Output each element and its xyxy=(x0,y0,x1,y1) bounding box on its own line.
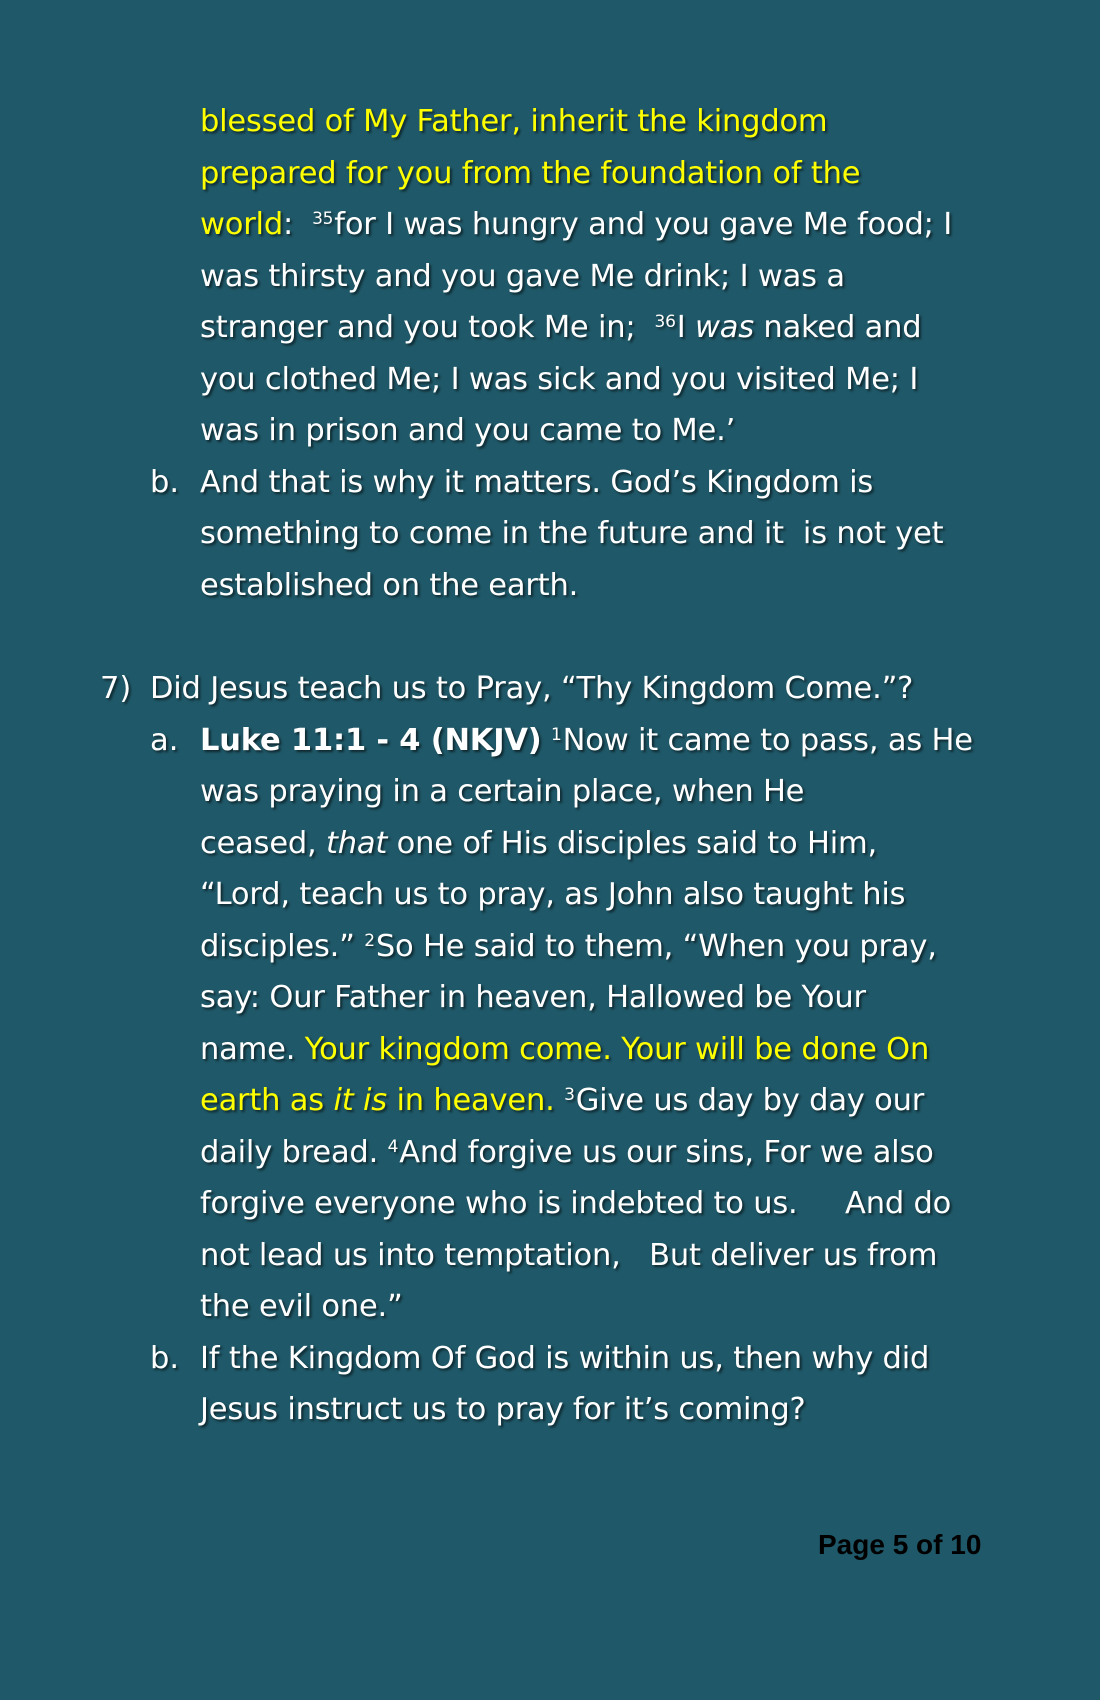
quote-line-5-a: stranger and you took Me in; xyxy=(200,310,655,345)
item-a-line-1-rest: Now it came to pass, as He xyxy=(562,723,973,758)
item-a-line-11: not lead us into temptation, But deliver us from xyxy=(200,1238,938,1273)
quote-colon: : xyxy=(282,207,313,242)
quote-line-4: was thirsty and you gave Me drink; I was a xyxy=(200,259,845,294)
item-b2-line-1: If the Kingdom Of God is within us, then why did xyxy=(200,1341,930,1376)
quote-line-5-b: I xyxy=(676,310,695,345)
item-a-line-3 xyxy=(200,826,877,862)
verse-number-3: 3 xyxy=(564,1085,575,1105)
quote-line-3-rest: for I was hungry and you gave Me food; I xyxy=(334,207,953,242)
italic-that: that xyxy=(326,826,388,861)
verse-number-35: 35 xyxy=(312,209,334,229)
question-7-heading: Did Jesus teach us to Pray, “Thy Kingdom Come.”? xyxy=(150,671,914,706)
item-a-line-5-b: So He said to them, “When you pray, xyxy=(375,929,937,964)
quote-highlight-world: world xyxy=(200,207,283,242)
scripture-reference: Luke 11:1 - 4 (NKJV) xyxy=(200,723,542,758)
item-a-line-5 xyxy=(200,929,937,965)
verse-number-2: 2 xyxy=(364,931,375,951)
verse-number-4: 4 xyxy=(387,1137,399,1157)
quote-line-3 xyxy=(200,207,952,243)
item-a-line-5-a: disciples.” xyxy=(200,929,365,964)
verse-number-36: 36 xyxy=(654,312,676,332)
item-b2-line-2: Jesus instruct us to pray for it’s coming? xyxy=(200,1392,806,1427)
quote-line-7: was in prison and you came to Me.’ xyxy=(200,413,736,448)
item-b1-line-2: something to come in the future and it is not yet xyxy=(200,516,944,551)
item-a-line-6: say: Our Father in heaven, Hallowed be Your xyxy=(200,980,866,1015)
highlight-italic-it-is: it is xyxy=(333,1083,387,1118)
highlight-kingdom-come: Your kingdom come. Your will be done On xyxy=(304,1032,930,1067)
list-marker-a: a. xyxy=(150,723,179,758)
item-a-line-9-a: daily bread. xyxy=(200,1135,388,1170)
item-a-line-3-b: one of His disciples said to Him, xyxy=(387,826,877,861)
item-b1-line-1: And that is why it matters. God’s Kingdom is xyxy=(200,465,874,500)
quote-line-5-c: naked and xyxy=(753,310,922,345)
space xyxy=(555,1083,565,1118)
item-a-line-9-b: And forgive us our sins, For we also xyxy=(399,1135,934,1170)
quote-line-2: prepared for you from the foundation of the xyxy=(200,156,861,191)
list-marker-b: b. xyxy=(150,465,180,500)
quote-italic-was: was xyxy=(695,310,754,345)
item-a-line-12: the evil one.” xyxy=(200,1289,403,1324)
item-a-line-8 xyxy=(200,1083,924,1119)
item-a-line-9 xyxy=(200,1135,934,1171)
item-a-line-4: “Lord, teach us to pray, as John also taught his xyxy=(200,877,906,912)
highlight-earth-as: earth as xyxy=(200,1083,334,1118)
quote-line-5 xyxy=(200,310,921,346)
item-a-line-8-rest: Give us day by day our xyxy=(575,1083,925,1118)
item-a-line-3-a: ceased, xyxy=(200,826,327,861)
item-a-line-2: was praying in a certain place, when He xyxy=(200,774,805,809)
item-a-line-10: forgive everyone who is indebted to us. And do xyxy=(200,1186,952,1221)
page-number: Page 5 of 10 xyxy=(818,1529,982,1560)
item-a-line-7 xyxy=(200,1032,929,1068)
item-b1-line-3: established on the earth. xyxy=(200,568,579,603)
item-a-line-7-a: name. xyxy=(200,1032,305,1067)
list-marker-7: 7) xyxy=(100,671,132,706)
list-marker-b-2: b. xyxy=(150,1341,180,1376)
quote-line-1: blessed of My Father, inherit the kingdom xyxy=(200,104,828,139)
quote-line-6: you clothed Me; I was sick and you visited Me; I xyxy=(200,362,919,397)
highlight-in-heaven: in heaven. xyxy=(386,1083,555,1118)
verse-number-1: 1 xyxy=(551,725,562,745)
item-a-line-1 xyxy=(200,723,973,759)
